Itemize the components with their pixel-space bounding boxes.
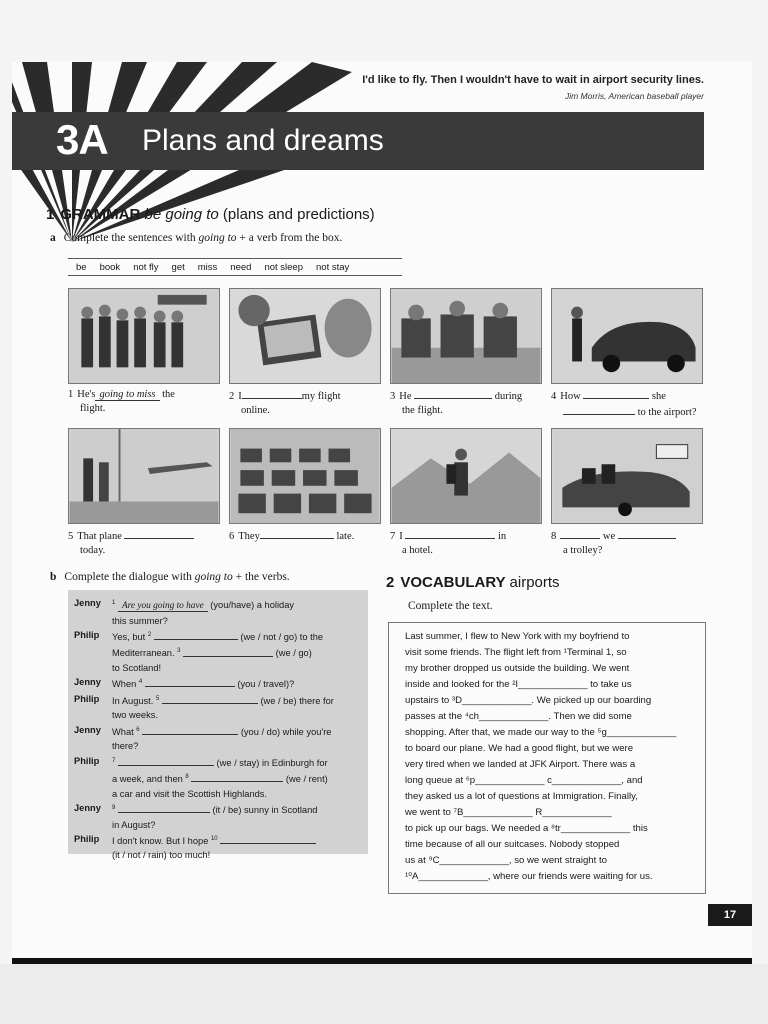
vocab-line: to pick up our bags. We needed a ⁸tr_____________ this	[405, 823, 648, 834]
dialogue-line	[74, 723, 362, 740]
vocab-line: they asked us a lot of questions at Immigration. Finally,	[405, 791, 638, 802]
illustration-traffic-jam	[229, 428, 381, 524]
caption-4	[551, 388, 711, 420]
answer-blank[interactable]	[414, 388, 492, 399]
dialogue-text: two weeks.	[112, 710, 158, 721]
section-title: GRAMMAR	[60, 206, 141, 223]
caption-number: 4	[551, 391, 557, 402]
caption-number: 1	[68, 389, 74, 400]
caption-6	[229, 528, 381, 544]
section-2-heading	[386, 574, 560, 591]
dialogue-text: (we / stay) in Edinburgh for	[213, 757, 328, 768]
vocab-line: visit some friends. The flight left from ¹Terminal 1, so	[405, 647, 627, 658]
caption-text: He's	[77, 389, 96, 400]
word-box-item: not sleep	[264, 261, 303, 273]
answer-blank[interactable]	[405, 528, 495, 539]
caption-2	[229, 388, 381, 418]
word-box-item: need	[230, 261, 252, 273]
illustration-laptop-couple	[229, 288, 381, 384]
speaker: Philip	[74, 833, 100, 844]
word-box-item: book	[99, 261, 121, 273]
background	[0, 964, 768, 1024]
speaker: Jenny	[74, 598, 101, 608]
caption-number: 3	[390, 391, 396, 402]
item-number: 3	[177, 648, 181, 655]
dialogue-box	[68, 590, 368, 861]
answer-blank[interactable]	[118, 802, 210, 813]
vocab-line: upstairs to ³D_____________. We picked up our boarding	[405, 695, 652, 706]
instruction-italic: going to	[198, 232, 237, 244]
caption-text: I	[238, 391, 242, 402]
dialogue-line	[74, 661, 362, 675]
word-box-item: get	[171, 261, 185, 273]
caption-text: she	[651, 391, 666, 402]
section-title: VOCABULARY	[400, 574, 506, 591]
caption-5	[68, 528, 220, 558]
caption-text: a hotel.	[402, 545, 433, 556]
speaker: Jenny	[74, 803, 101, 814]
dialogue-text: (you/have) a holiday	[207, 600, 295, 611]
dialogue-text: When	[112, 679, 139, 690]
dialogue-line	[74, 818, 362, 832]
word-box-item: not fly	[133, 261, 159, 273]
caption-7	[390, 528, 542, 558]
dialogue-answer: Are you going to have	[118, 601, 208, 612]
instruction-text: Complete the dialogue with	[64, 571, 195, 583]
answer-blank[interactable]	[118, 755, 214, 766]
vocab-line: inside and looked for the ²I_____________ to take us	[405, 679, 632, 690]
word-box-item: not stay	[316, 261, 350, 273]
item-number: 6	[136, 726, 140, 733]
dialogue-text: this summer?	[112, 615, 168, 626]
dialogue-text: a car and visit the Scottish Highlands.	[112, 788, 268, 799]
part-letter: a	[50, 232, 56, 244]
speaker: Philip	[74, 693, 100, 704]
dialogue-line	[74, 848, 362, 862]
instruction-text: + the verbs.	[232, 571, 290, 583]
vocab-line: us at ⁹C_____________, so we went straight to	[405, 855, 607, 866]
dialogue-line	[74, 675, 362, 692]
answer-blank[interactable]	[183, 646, 273, 657]
vocab-line: Last summer, I flew to New York with my boyfriend to	[405, 631, 630, 642]
caption-text: to the airport?	[637, 407, 697, 418]
dialogue-line	[74, 832, 362, 849]
dialogue-text: (it / be) sunny in Scotland	[209, 805, 318, 816]
illustration-plane-window	[68, 428, 220, 524]
caption-number: 2	[229, 391, 235, 402]
instruction-text: + a verb from the box.	[236, 232, 343, 244]
item-number: 1	[112, 600, 116, 606]
instruction-italic: going to	[194, 571, 233, 583]
dialogue-text: Mediterranean.	[112, 648, 178, 659]
illustration-plane-cabin	[390, 288, 542, 384]
section-number: 1	[46, 206, 55, 223]
section-subtitle: (plans and predictions)	[222, 206, 375, 223]
vocab-line: ¹⁰A_____________, where our friends were waiting for us.	[405, 871, 653, 882]
vocab-text-box	[388, 622, 706, 894]
dialogue-text: Yes, but	[112, 632, 148, 642]
caption-text: in	[498, 531, 507, 542]
caption-text: the flight.	[402, 405, 443, 416]
caption-1	[68, 388, 220, 416]
dialogue-line	[74, 628, 362, 645]
instruction-b	[50, 571, 290, 583]
section-1-heading	[46, 206, 375, 223]
answer-blank[interactable]	[242, 388, 302, 399]
dialogue-text: to Scotland!	[112, 662, 162, 673]
dialogue-line	[74, 708, 362, 722]
caption-text: the	[162, 389, 175, 400]
dialogue-text: there?	[112, 741, 139, 752]
section-number: 2	[386, 574, 395, 591]
caption-answer: going to miss	[95, 389, 159, 401]
speaker: Jenny	[74, 677, 101, 688]
answer-blank[interactable]	[142, 724, 238, 735]
dialogue-text: (we / go)	[273, 648, 312, 659]
dialogue-line	[74, 801, 362, 818]
dialogue-text: (we / not / go) to the	[237, 632, 324, 642]
item-number: 8	[185, 774, 189, 781]
answer-blank[interactable]	[191, 771, 283, 782]
dialogue-text: a week, and then	[112, 774, 186, 785]
vocab-line: we went to ⁷B_____________ R_____________	[405, 807, 612, 818]
caption-text: They	[238, 531, 260, 542]
part-letter: b	[50, 571, 57, 583]
caption-number: 6	[229, 531, 235, 542]
instruction-a	[50, 232, 342, 244]
caption-text: a trolley?	[563, 545, 603, 556]
dialogue-line	[74, 644, 362, 661]
dialogue-line	[74, 754, 362, 771]
caption-text: my flight	[301, 391, 341, 402]
vocab-line: long queue at ⁶p_____________ c_____________, and	[405, 775, 643, 786]
caption-text: He	[399, 391, 412, 402]
dialogue-line	[74, 596, 362, 614]
answer-blank[interactable]	[154, 629, 238, 640]
answer-blank[interactable]	[563, 404, 635, 415]
page-number: 17	[708, 904, 752, 926]
dialogue-text: (we / be) there for	[257, 695, 334, 706]
answer-blank[interactable]	[162, 693, 258, 704]
illustration-luggage-car	[551, 428, 703, 524]
answer-blank[interactable]	[220, 833, 316, 844]
unit-title: Plans and dreams	[142, 124, 384, 157]
answer-blank[interactable]	[260, 528, 334, 539]
vocab-line: very tired when we landed at JFK Airport. There was a	[405, 759, 636, 770]
answer-blank[interactable]	[618, 528, 676, 539]
quote-text: I'd like to fly. Then I wouldn't have to wait in airport security lines.	[362, 74, 704, 86]
dialogue-text: What	[112, 726, 137, 737]
section-subtitle: airports	[509, 574, 560, 591]
answer-blank[interactable]	[124, 528, 194, 539]
speaker: Philip	[74, 755, 100, 766]
dialogue-line	[74, 739, 362, 753]
caption-text: during	[494, 391, 523, 402]
workbook-page	[12, 62, 752, 960]
illustration-car-woman	[551, 288, 703, 384]
vocab-instruction: Complete the text.	[408, 600, 493, 612]
dialogue-line	[74, 692, 362, 709]
vocab-line: shopping. After that, we made our way to the ⁵g_____________	[405, 727, 677, 738]
caption-text: today.	[80, 545, 106, 556]
unit-number: 3A	[56, 116, 108, 163]
caption-text: I	[399, 531, 403, 542]
item-number: 7	[112, 757, 116, 764]
caption-number: 5	[68, 531, 74, 542]
dialogue-text: I don't know. But I hope	[112, 836, 211, 847]
vocab-line: to board our plane. We had a good flight, but we were	[405, 743, 634, 754]
vocab-line: passes at the ⁴ch_____________. Then we did some	[405, 711, 632, 722]
caption-text: online.	[241, 405, 270, 416]
illustration-hiker	[390, 428, 542, 524]
answer-blank[interactable]	[145, 676, 235, 687]
answer-blank[interactable]	[560, 528, 600, 539]
speaker: Jenny	[74, 724, 101, 735]
word-box-item: miss	[197, 261, 218, 273]
caption-number: 8	[551, 531, 557, 542]
caption-8	[551, 528, 711, 558]
speaker: Philip	[74, 629, 100, 640]
item-number: 9	[112, 805, 116, 812]
illustration-airport-queue	[68, 288, 220, 384]
instruction-text: Complete the sentences with	[63, 232, 199, 244]
dialogue-line	[74, 770, 362, 787]
caption-text: flight.	[80, 403, 106, 414]
dialogue-line	[74, 787, 362, 801]
dialogue-text: (it / not / rain) too much!	[112, 850, 211, 861]
item-number: 4	[138, 679, 143, 686]
answer-blank[interactable]	[583, 388, 649, 399]
dialogue-text: (we / rent)	[283, 774, 328, 785]
dialogue-text: in August?	[112, 819, 156, 830]
dialogue-text: (you / travel)?	[234, 679, 295, 690]
word-box-item: be	[76, 261, 87, 273]
dialogue-text: (you / do) while you're	[238, 726, 332, 737]
quote-author: Jim Morris, American baseball player	[564, 91, 704, 101]
caption-text: late.	[336, 531, 355, 542]
caption-text: That plane	[77, 531, 122, 542]
vocab-line: my brother dropped us outside the building. We went	[405, 663, 630, 674]
vocab-line: time because of all our suitcases. Nobody stopped	[405, 839, 620, 850]
caption-text: How	[560, 391, 581, 402]
section-subtitle-italic: be going to	[144, 206, 219, 223]
caption-text: we	[602, 531, 616, 542]
item-number: 5	[155, 695, 160, 702]
dialogue-text: In August.	[112, 695, 156, 706]
word-box	[68, 258, 402, 276]
caption-3	[390, 388, 542, 418]
dialogue-line	[74, 614, 362, 628]
item-number: 2	[147, 631, 152, 638]
item-number: 10	[210, 835, 218, 842]
caption-number: 7	[390, 531, 396, 542]
